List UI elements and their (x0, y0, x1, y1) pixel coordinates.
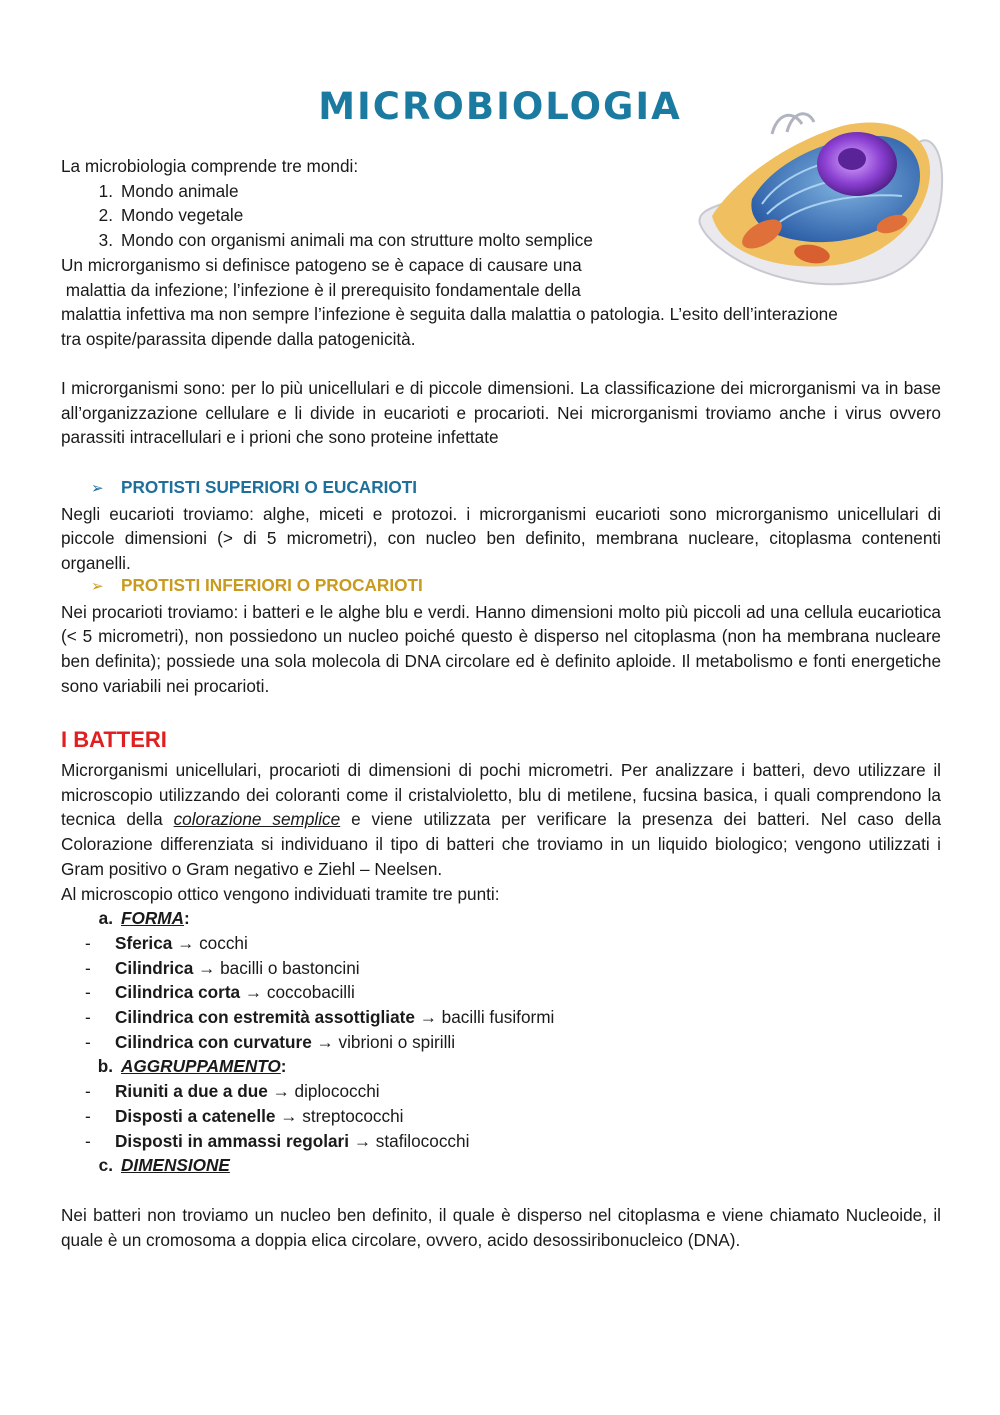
prokaryotes-section (61, 573, 941, 699)
eukaryotes-heading: ➢ PROTISTI SUPERIORI O EUCARIOTI (61, 475, 941, 502)
bacteria-heading: I BATTERI (61, 727, 167, 752)
bacteria-paragraph: Microrganismi unicellulari, procarioti di dimensioni di pochi micrometri. Per analizzare i batteri, devo utilizzare il microscopio utilizzando dei coloranti come il cristalvioletto, blu di metilene, fucsina basica, i quali comprendono la tecnica della colorazione semplice e viene utilizzata per verificare la presenza dei batteri. Nel caso della Colorazione differenziata si individuano il tipo di batteri che troviamo in un liquido biologico; vengono utilizzati i Gram positivo o Gram negativo e Ziehl – Neelsen. (61, 760, 942, 879)
colorazione-semplice-term: colorazione semplice (173, 809, 341, 830)
arrow-right-icon: → (244, 982, 263, 1003)
arrow-bullet-icon: ➢ (91, 578, 104, 595)
nucleoid-paragraph: Nei batteri non troviamo un nucleo ben definito, il quale è disperso nel citoplasma e viene chiamato Nucleoide, il quale è un cromosoma a doppia elica circolare, ovvero, acido desossiribonucleico (DNA). (61, 1205, 941, 1250)
group-heading-dimensione: c. DIMENSIONE (98, 1155, 230, 1176)
arrow-right-icon: → (353, 1130, 371, 1151)
world-item: 1. Mondo animale (98, 180, 239, 201)
arrow-bullet-icon: ➢ (91, 480, 104, 497)
arrow-right-icon: → (272, 1081, 290, 1102)
page-title: MICROBIOLOGIA (318, 85, 682, 128)
list-item: - Riuniti a due a due → diplococchi (85, 1081, 380, 1102)
prokaryotes-heading: ➢ PROTISTI INFERIORI O PROCARIOTI (61, 573, 941, 600)
list-item: - Disposti a catenelle → streptococchi (85, 1105, 404, 1126)
cell-illustration (692, 104, 948, 290)
pathogen-line: malattia infettiva ma non sempre l’infezione è seguita dalla malattia o patologia. L’esito dell’interazione (61, 304, 838, 325)
microorganisms-paragraph: I microrganismi sono: per lo più unicellulari e di piccole dimensioni. La classificazione dei microrganismi va in base all’organizzazione cellulare e li divide in eucarioti e procarioti. Nei microrganismi troviamo anche i virus ovvero parassiti intracellulari e i prioni che sono proteine infettate (61, 378, 941, 448)
list-item: - Cilindrica con estremità assottigliate → bacilli fusiformi (85, 1007, 555, 1028)
pathogen-line: Un microrganismo si definisce patogeno se è capace di causare una (61, 254, 582, 275)
group-heading-aggruppamento: b. AGGRUPPAMENTO: (97, 1056, 287, 1077)
arrow-right-icon: → (419, 1007, 437, 1028)
world-item: 3. Mondo con organismi animali ma con strutture molto semplice (98, 230, 593, 251)
list-item: - Disposti in ammassi regolari → stafilococchi (85, 1130, 470, 1151)
pathogen-line: tra ospite/parassita dipende dalla patogenicità. (61, 328, 416, 349)
pathogen-line: malattia da infezione; l’infezione è il prerequisito fondamentale della (61, 279, 581, 300)
arrow-right-icon: → (198, 957, 216, 978)
prokaryotes-text: Nei procarioti troviamo: i batteri e le alghe blu e verdi. Hanno dimensioni molto più piccoli ad una cellula eucariotica (< 5 micrometri), non possiedono un nucleo poiché questo è disperso nel citoplasma (non ha membrana nucleare ben definita); possiede una sola molecola di DNA circolare ed è definito aploide. Il metabolismo e fonti energetiche sono variabili nei procarioti. (61, 601, 941, 696)
eukaryotes-section (61, 475, 941, 576)
eukaryotes-text: Negli eucarioti troviamo: alghe, miceti e protozoi. i microrganismi eucarioti sono microrganismo unicellulari di piccole dimensioni (> di 5 micrometri), con nucleo ben definito, membrana nucleare, citoplasma contenenti organelli. (61, 503, 941, 574)
list-item: - Cilindrica corta → coccobacilli (85, 982, 355, 1003)
list-item: - Sferica → cocchi (85, 932, 248, 953)
arrow-right-icon: → (316, 1031, 334, 1052)
list-item: - Cilindrica con curvature → vibrioni o spirilli (85, 1031, 456, 1052)
points-intro: Al microscopio ottico vengono individuati tramite tre punti: (61, 883, 500, 904)
bacteria-section (61, 758, 941, 1178)
intro-lead: La microbiologia comprende tre mondi: (61, 156, 359, 176)
intro-section (61, 154, 838, 352)
arrow-right-icon: → (280, 1105, 298, 1126)
world-item: 2. Mondo vegetale (98, 205, 244, 226)
arrow-right-icon: → (177, 932, 195, 953)
list-item: - Cilindrica → bacilli o bastoncini (85, 957, 360, 978)
group-heading-forma: a. FORMA: (98, 908, 190, 929)
